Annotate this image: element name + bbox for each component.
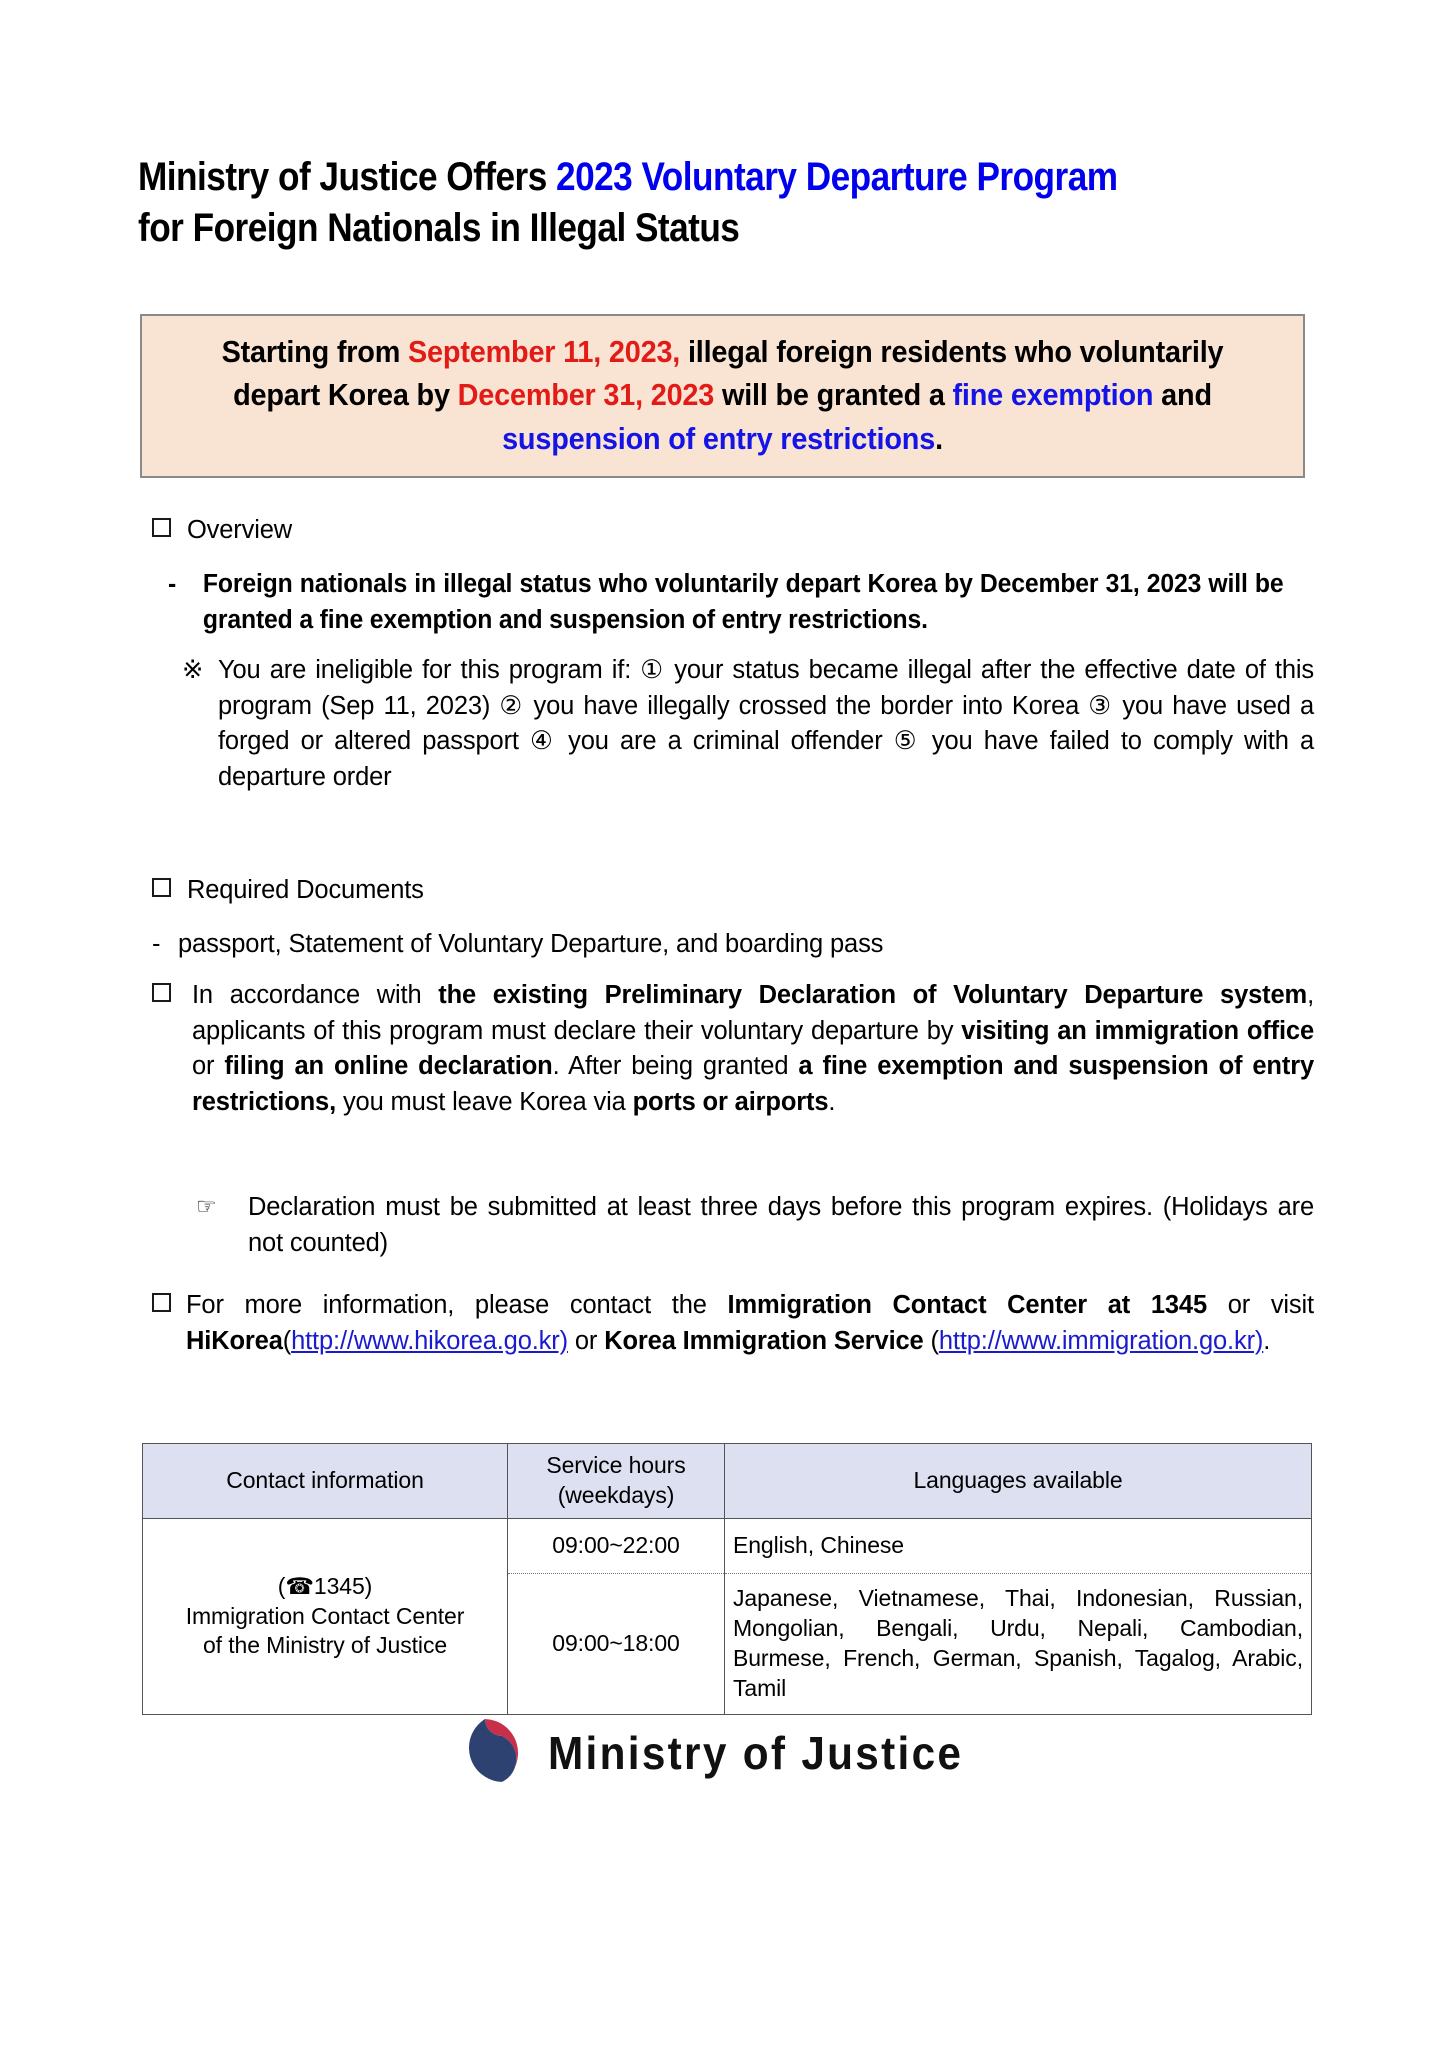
contact-seg-1: For more information, please contact the [186, 1291, 728, 1319]
title-segment-1: Ministry of Justice Offers [138, 155, 557, 199]
contact-paren-open: ( [277, 1572, 286, 1599]
decl-seg-11: . [828, 1088, 836, 1117]
section-heading-required-documents [152, 873, 852, 909]
callout-date-end: December 31, 2023 [457, 377, 715, 413]
table-row [143, 1519, 1312, 1574]
decl-fine-exemption: a fine exemption and suspension of entry restrictions, [192, 1052, 1314, 1117]
service-hours-line2: (weekdays) [557, 1482, 675, 1508]
callout-seg-1: Starting from [221, 334, 409, 369]
declaration-deadline-text: Declaration must be submitted at least three days before this program expires. (Holidays are not counted) [248, 1193, 1314, 1257]
callout-seg-5: will be granted a [714, 377, 953, 413]
reference-mark-icon: ※ [182, 656, 204, 684]
contact-information-table [142, 1443, 1312, 1715]
title-segment-2: for Foreign Nationals in Illegal Status [138, 206, 740, 251]
decl-seg-3: , applicants of this program must declare their voluntary departure by [192, 981, 1314, 1045]
eligibility-note [182, 653, 1314, 796]
telephone-icon: ☎ [285, 1572, 314, 1599]
overview-bullet [168, 567, 1284, 638]
callout-fine-exemption: fine exemption [952, 377, 1154, 413]
page-title [138, 152, 1176, 254]
taegeuk-logo-icon [448, 1716, 522, 1790]
cell-languages-row1: English, Chinese [725, 1519, 1312, 1574]
contact-seg-11: . [1263, 1326, 1271, 1355]
contact-seg-3: or visit [1206, 1291, 1314, 1319]
required-documents-text: passport, Statement of Voluntary Departure, and boarding pass [178, 930, 884, 958]
dash-marker: - [168, 570, 177, 598]
overview-heading-label: Overview [186, 516, 293, 544]
hikorea-label: HiKorea [186, 1326, 283, 1355]
highlight-callout-box [140, 314, 1305, 478]
required-documents-heading-label: Required Documents [186, 876, 424, 904]
cell-contact-center [143, 1519, 508, 1715]
section-heading-overview [152, 513, 752, 549]
contact-center-name: Immigration Contact Center [185, 1602, 465, 1629]
table-header [143, 1444, 1312, 1519]
checkbox-icon [152, 1293, 171, 1312]
title-segment-highlight: 2023 Voluntary Departure Program [556, 155, 1118, 199]
contact-center-affiliation: of the Ministry of Justice [202, 1632, 448, 1659]
checkbox-icon [152, 878, 171, 897]
declaration-paragraph-text [192, 978, 1314, 1121]
contact-seg-5: ( [282, 1326, 292, 1355]
dash-marker: - [152, 930, 161, 958]
column-header-languages: Languages available [725, 1444, 1312, 1519]
decl-online-declaration: filing an online declaration [224, 1052, 553, 1081]
contact-seg-7: or [567, 1326, 605, 1355]
column-header-service-hours [508, 1444, 725, 1519]
checkbox-icon [152, 518, 171, 537]
highlight-callout-text [198, 330, 1248, 460]
checkbox-icon [152, 983, 171, 1002]
callout-seg-7: and [1153, 377, 1212, 413]
callout-entry-suspension: suspension of entry restrictions [502, 420, 936, 456]
footer-logo-block [0, 1716, 1448, 1790]
hikorea-link[interactable]: http://www.hikorea.go.kr) [291, 1326, 568, 1355]
declaration-deadline-note [196, 1190, 1314, 1261]
cell-hours-row2: 09:00~18:00 [508, 1574, 725, 1715]
decl-visit-office: visiting an immigration office [961, 1016, 1314, 1045]
pointing-hand-icon: ☞ [196, 1193, 217, 1219]
decl-seg-5: or [192, 1052, 225, 1081]
cell-languages-row2: Japanese, Vietnamese, Thai, Indonesian, Russian, Mongolian, Bengali, Urdu, Nepali, Cambodian, Burmese, French, German, Spanish, Tagalog, Arabic, Tamil [725, 1574, 1312, 1715]
table-body [143, 1519, 1312, 1715]
decl-preliminary-declaration-system: the existing Preliminary Declaration of Voluntary Departure system [438, 981, 1308, 1009]
service-hours-line1: Service hours [546, 1452, 686, 1479]
contact-center-1345: Immigration Contact Center at 1345 [727, 1291, 1207, 1319]
kis-label: Korea Immigration Service [604, 1326, 924, 1355]
callout-seg-3: illegal foreign residents who voluntarily depart Korea by [233, 334, 1224, 413]
cell-hours-row1: 09:00~22:00 [508, 1519, 725, 1574]
contact-seg-9: ( [923, 1326, 939, 1355]
decl-seg-1: In accordance with [192, 981, 439, 1009]
callout-date-start: September 11, 2023, [408, 334, 681, 369]
required-documents-bullet [152, 927, 1312, 963]
decl-ports-airports: ports or airports [632, 1088, 829, 1117]
column-header-contact-information: Contact information [143, 1444, 508, 1519]
decl-seg-9: you must leave Korea via [336, 1088, 633, 1117]
table-header-row [143, 1444, 1312, 1519]
more-information-paragraph [152, 1288, 1314, 1359]
callout-seg-9: . [935, 420, 943, 456]
eligibility-note-text: You are ineligible for this program if: ① your status became illegal after the effective date of this program (Sep 11, 2023) ② you have illegally crossed the border into Korea ③ you have used a forged or altered passport ④ you are a criminal offender ⑤ you have failed to comply with a departure order [218, 656, 1314, 792]
more-information-text [186, 1288, 1314, 1359]
contact-number: 1345) [313, 1572, 373, 1599]
declaration-paragraph [152, 978, 1314, 1121]
agency-name: Ministry of Justice [548, 1727, 964, 1779]
immigration-link[interactable]: http://www.immigration.go.kr) [938, 1326, 1264, 1355]
overview-bullet-text: Foreign nationals in illegal status who voluntarily depart Korea by December 31, 2023 will be granted a fine exemption and suspension of entry restrictions. [202, 570, 1284, 634]
decl-seg-7: . After being granted [552, 1052, 799, 1081]
